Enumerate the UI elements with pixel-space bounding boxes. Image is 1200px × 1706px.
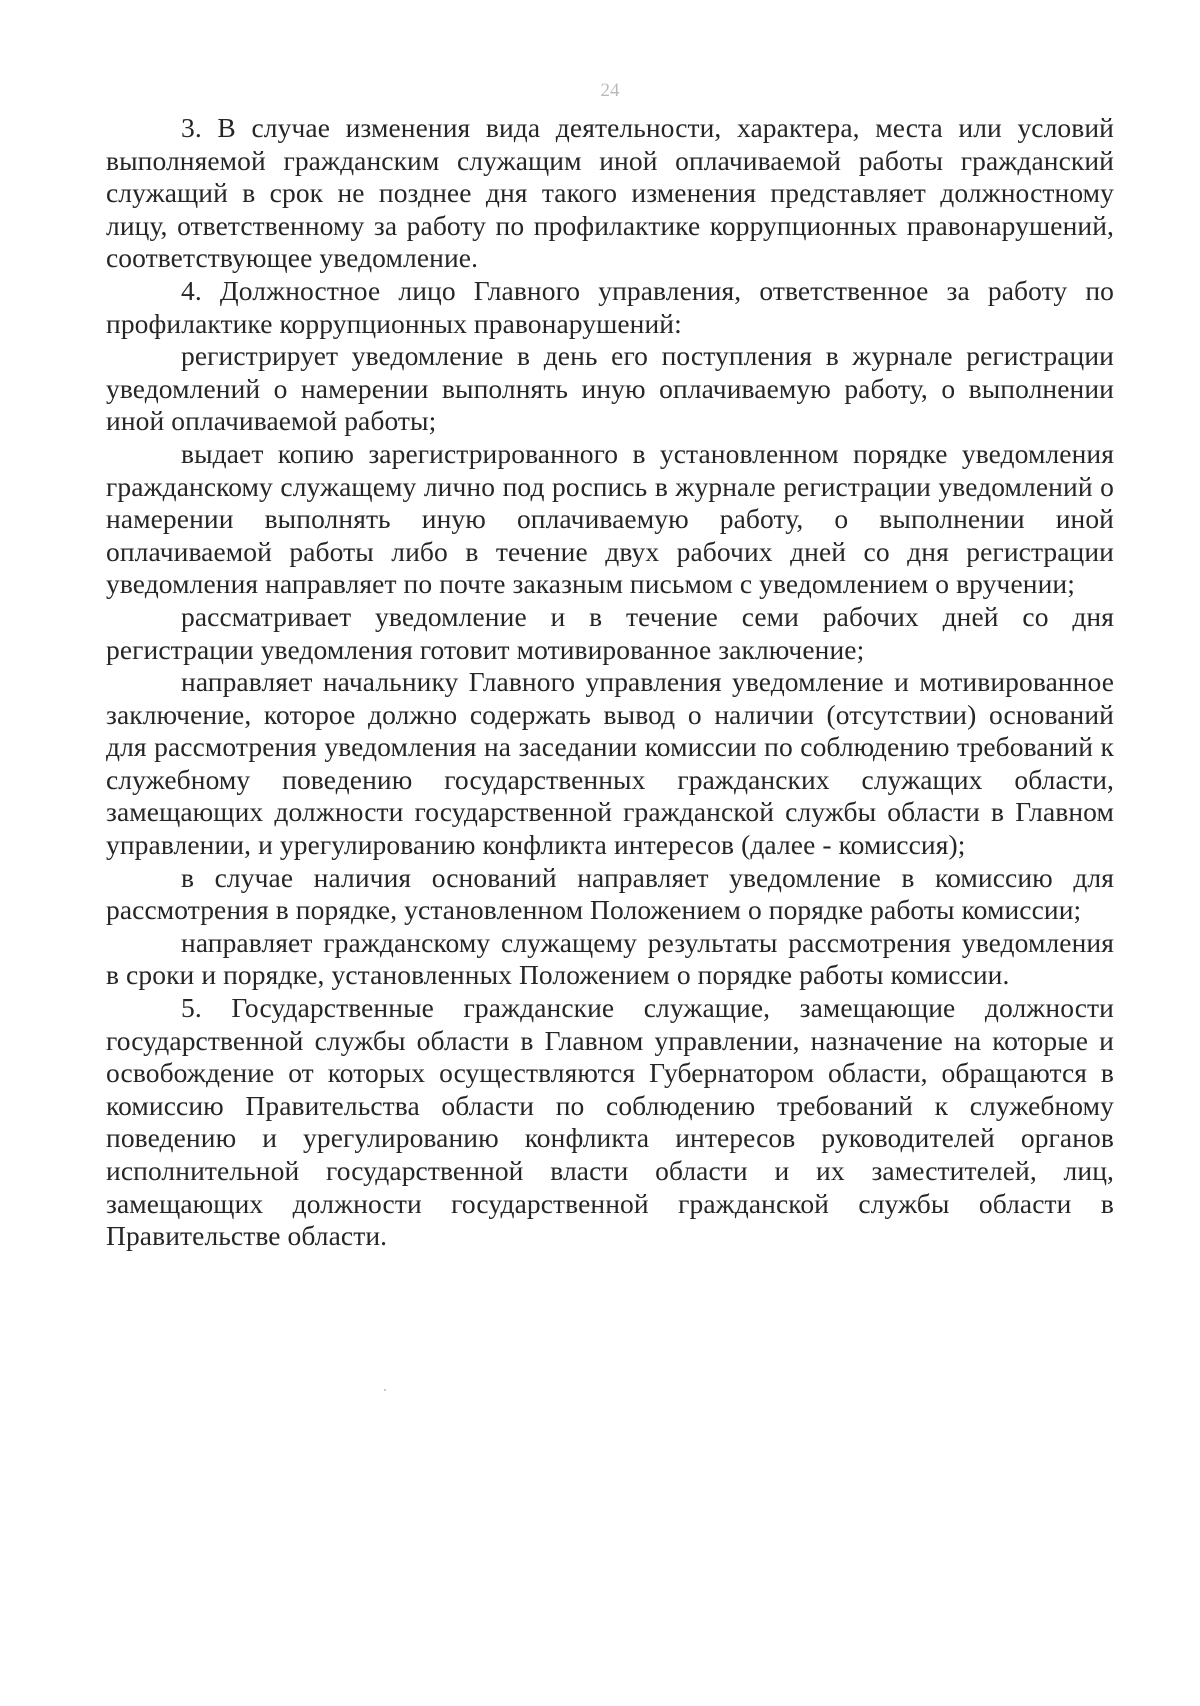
paragraph-4-item-send-to-commission: в случае наличия оснований направляет уведомление в комиссию для рассмотрения в порядке, установленном Положением о порядке работы комиссии; <box>106 861 1114 926</box>
paragraph-4-item-review: рассматривает уведомление и в течение семи рабочих дней со дня регистрации уведомления готовит мотивированное заключение; <box>106 600 1114 665</box>
paragraph-4-item-register: регистрирует уведомление в день его поступления в журнале регистрации уведомлений о намерении выполнять иную оплачиваемую работу, о выполнении иной оплачиваемой работы; <box>106 340 1114 437</box>
paragraph-4-item-send-to-head: направляет начальнику Главного управления уведомление и мотивированное заключение, которое должно содержать вывод о наличии (отсутствии) оснований для рассмотрения уведомления на заседании комиссии по соблюдению требований к служебному поведению государственных гражданских служащих области, замещающих должности государственной гражданской службы области в Главном управлении, и урегулированию конфликта интересов (далее - комиссия); <box>106 666 1114 861</box>
page-number: 24 <box>600 80 620 101</box>
paragraph-5: 5. Государственные гражданские служащие, замещающие должности государственной службы области в Главном управлении, назначение на которые и освобождение от которых осуществляются Губернатором области, обращаются в комиссию Правительства области по соблюдению требований к служебному поведению и урегулированию конфликта интересов руководителей органов исполнительной государственной власти области и их заместителей, лиц, замещающих должности государственной гражданской службы области в Правительстве области. <box>106 992 1114 1252</box>
paragraph-3: 3. В случае изменения вида деятельности, характера, места или условий выполняемой гражданским служащим иной оплачиваемой работы гражданский служащий в срок не позднее дня такого изменения представляет должностному лицу, ответственному за работу по профилактике коррупционных правонарушений, соответствующее уведомление. <box>106 112 1114 274</box>
document-body <box>106 112 1114 1253</box>
scan-speck <box>384 1389 386 1391</box>
paragraph-4-item-issue-copy: выдает копию зарегистрированного в установленном порядке уведомления гражданскому служащему лично под роспись в журнале регистрации уведомлений о намерении выполнять иную оплачиваемую работу, о выполнении иной оплачиваемой работы либо в течение двух рабочих дней со дня регистрации уведомления направляет по почте заказным письмом с уведомлением о вручении; <box>106 437 1114 600</box>
paragraph-4-item-send-results: направляет гражданскому служащему результаты рассмотрения уведомления в сроки и порядке, установленных Положением о порядке работы комиссии. <box>106 926 1114 991</box>
paragraph-4: 4. Должностное лицо Главного управления, ответственное за работу по профилактике коррупционных правонарушений: <box>106 274 1114 339</box>
